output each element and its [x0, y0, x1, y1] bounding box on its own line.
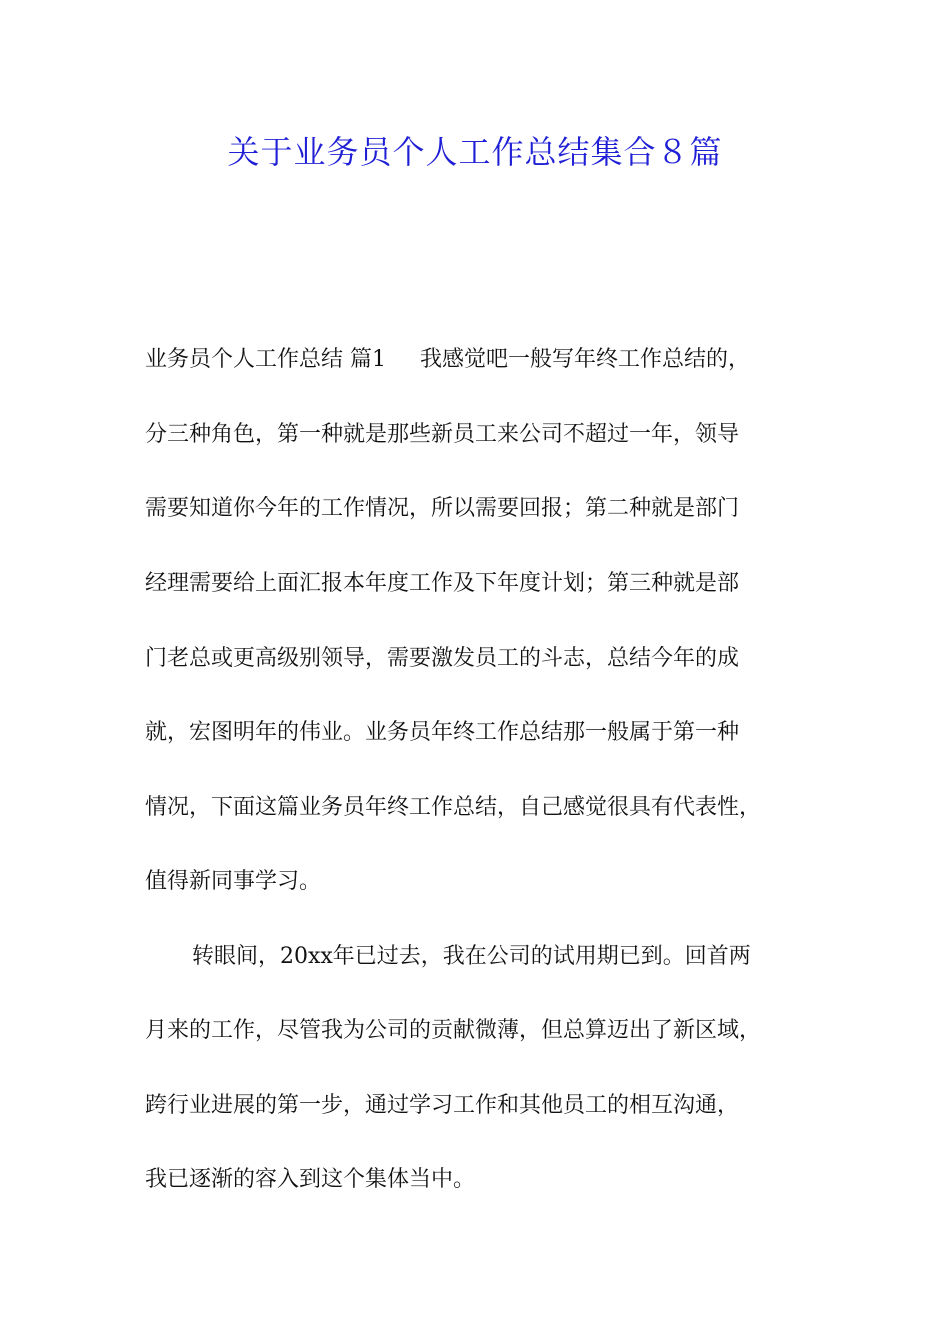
paragraph-2-line-3: 跨行业进展的第一步，通过学习工作和其他员工的相互沟通，: [145, 1093, 740, 1118]
paragraph-line: [145, 345, 845, 375]
document-title: 关于业务员个人工作总结集合８篇: [227, 133, 723, 171]
section-heading: 业务员个人工作总结 篇1: [145, 347, 386, 372]
paragraph-1-line-7: 情况，下面这篇业务员年终工作总结，自己感觉很具有代表性，: [145, 795, 762, 820]
paragraph-1-line-2: 分三种角色，第一种就是那些新员工来公司不超过一年，领导: [145, 422, 740, 447]
paragraph-1-line-5: 门老总或更高级别领导，需要激发员工的斗志，总结今年的成: [145, 646, 740, 671]
paragraph-1-line-6: 就，宏图明年的伟业。业务员年终工作总结那一般属于第一种: [145, 720, 740, 745]
paragraph-2-line-2: 月来的工作，尽管我为公司的贡献微薄，但总算迈出了新区域，: [145, 1018, 762, 1043]
paragraph-1-line-8: 值得新同事学习。: [145, 869, 322, 894]
paragraph-1-line-4: 经理需要给上面汇报本年度工作及下年度计划；第三种就是部: [145, 571, 740, 596]
paragraph-2-line-1: 转眼间，20xx年已过去，我在公司的试用期已到。回首两: [192, 944, 751, 969]
paragraph-1-line-3: 需要知道你今年的工作情况，所以需要回报；第二种就是部门: [145, 496, 740, 521]
paragraph-2-line-4: 我已逐渐的容入到这个集体当中。: [145, 1167, 476, 1192]
paragraph-1-line-1: 我感觉吧一般写年终工作总结的，: [420, 347, 751, 372]
